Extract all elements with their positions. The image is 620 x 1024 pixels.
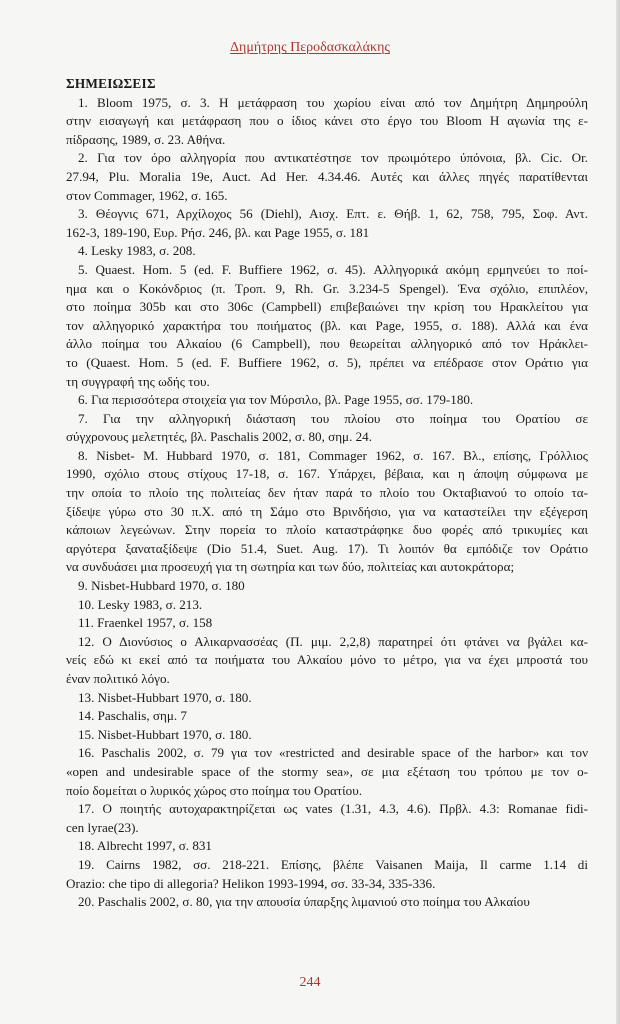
note-item (66, 689, 588, 708)
note-item (66, 149, 588, 205)
note-line: 8. Nisbet- M. Hubbard 1970, σ. 181, Commager 1962, σ. 167. Βλ., επίσης, Γρόλλιος (78, 447, 588, 463)
note-line: να συνδυάσει μια προσευχή για τη σωτηρία και των δύο, πολιτείας και αυτοκράτορα; (66, 559, 515, 575)
note-line: τη συγγραφή της ωδής του. (66, 373, 210, 389)
note-line: 2. Για τον όρο αλληγορία που αντικατέστησε τον πρωιμότερο ύπόνοια, βλ. Cic. Or. (78, 150, 588, 166)
note-item (66, 800, 588, 837)
note-item (66, 633, 588, 689)
note-item (66, 242, 588, 261)
note-line: 18. Albrecht 1997, σ. 831 (78, 838, 212, 854)
note-line: 27.94, Plu. Moralia 19e, Auct. Ad Her. 4.34.46. Αυτές και άλλες πηγές παρατίθενται (66, 168, 588, 184)
note-item (66, 410, 588, 447)
note-line: 162-3, 189-190, Ευρ. Ρήσ. 246, βλ. και Page 1955, σ. 181 (66, 224, 370, 240)
page-number: 244 (299, 975, 321, 990)
note-item (66, 744, 588, 800)
page-edge (616, 0, 620, 1024)
note-line: 16. Paschalis 2002, σ. 79 για τον «restricted and desirable space of the harbor» και τον (78, 745, 588, 761)
note-line: 15. Nisbet-Hubbart 1970, σ. 180. (78, 726, 252, 742)
note-line: 5. Quaest. Hom. 5 (ed. F. Buffiere 1962, σ. 45). Αλληγορικά ακόμη ερμηνεύει το ποί- (78, 261, 588, 277)
note-line: στον Commager, 1962, σ. 165. (66, 187, 228, 203)
note-line: έναν πολιτικό λόγο. (66, 671, 170, 686)
note-line: 6. Για περισσότερα στοιχεία για τον Μύρσιλο, βλ. Page 1955, σσ. 179-180. (78, 392, 474, 408)
note-item (66, 726, 588, 745)
section-title: ΣΗΜΕΙΩΣΕΙΣ (66, 76, 156, 91)
note-line: 7. Για την αλληγορική διάσταση του πλοίου στο ποίημα του Ορατίου σε (78, 410, 588, 426)
note-line: σύγχρονους μελετητές, βλ. Paschalis 2002, σ. 80, σημ. 24. (66, 429, 372, 445)
running-title: Δημήτρης Περοδασκαλάκης (230, 40, 390, 55)
note-item (66, 391, 588, 410)
note-line: 19. Cairns 1982, σσ. 218-221. Επίσης, βλέπε Vaisanen Maija, Il carme 1.14 di (78, 856, 588, 872)
note-line: πίδρασης, 1989, σ. 23. Αθήνα. (66, 131, 226, 147)
note-item (66, 893, 588, 912)
note-line: Orazio: che tipo di allegoria? Helikon 1993-1994, σσ. 33-34, 335-336. (66, 875, 436, 891)
note-line: 1. Bloom 1975, σ. 3. Η μετάφραση του χωρίου είναι από τον Δημήτρη Δημηρούλη (78, 94, 588, 110)
note-line: στην εισαγωγή και μετάφραση που ο ίδιος κάνει στο έργο του Bloom Η αγωνία της ε- (66, 113, 588, 129)
note-line: νείς εδώ κι εκεί από τα ποιήματα του Αλκαίου μόνο το μέτρο, για να έχει μπροστά του (66, 652, 588, 668)
note-line: 1990, σχόλιο στους στίχους 17-18, σ. 167. Υπάρχει, βέβαια, και η άποψη σύμφωνα με (66, 466, 588, 482)
note-item (66, 837, 588, 856)
note-line: 20. Paschalis 2002, σ. 80, για την απουσία ύπαρξης λιμανιού στο ποίημα του Αλκαίου (78, 894, 530, 910)
note-line: το (Quaest. Hom. 5 (ed. F. Buffiere 1962, σ. 5), πρέπει να επέδρασε στον Οράτιο για (66, 354, 588, 370)
note-item (66, 447, 588, 577)
note-line: την οποία το πλοίο της πολιτείας δεν ήταν παρά το πλοίο του Οκταβιανού το οποίο τα- (66, 485, 588, 501)
notes-list (66, 94, 588, 912)
note-line: 14. Paschalis, σημ. 7 (78, 708, 187, 724)
note-line: 4. Lesky 1983, σ. 208. (78, 243, 196, 259)
note-line: 17. Ο ποιητής αυτοχαρακτηρίζεται ως vates (1.31, 4.3, 4.6). Πρβλ. 4.3: Romanae fidi- (78, 801, 588, 817)
note-line: ξίδεψε γύρω στο 30 π.Χ. από τη Σάμο στο Βρινδήσιο, για να καταστείλει την εξέγερση (66, 503, 588, 519)
note-line: cen lyrae(23). (66, 819, 139, 835)
note-item (66, 596, 588, 615)
note-line: στο ποίημα 305b και στο 306c (Campbell) επιβεβαιώνει την κρίση του Ηρακλείτου για (66, 299, 588, 315)
note-item (66, 856, 588, 893)
note-line: ποίο δομείται ο λυρικός χώρος στο ποίημα του Ορατίου. (66, 782, 362, 798)
note-item (66, 205, 588, 242)
note-item (66, 94, 588, 150)
note-line: 10. Lesky 1983, σ. 213. (78, 596, 203, 612)
note-line: αργότερα ξαναταξίδεψε (Dio 51.4, Suet. Aug. 17). Τι λοιπόν θα εμπόδιζε τον Οράτιο (66, 540, 588, 556)
note-line: άλλο ποίημα του Αλκαίου (6 Campbell), που θεωρείται αλληγορικό από τον Ηράκλει- (66, 336, 588, 352)
note-item (66, 707, 588, 726)
note-line: ημα και ο Κοκόνδριος (π. Τροπ. 9, Rh. Gr. 3.234-5 Spengel). Ένα σχόλιο, επιπλέον, (66, 280, 588, 296)
notes-section (66, 75, 588, 912)
note-item (66, 614, 588, 633)
note-line: «open and undesirable space of the stormy sea», σε μια εξέταση του τρόπου με τον ο- (66, 763, 588, 779)
note-item (66, 261, 588, 391)
note-line: τον αλληγορικό χαρακτήρα του ποιήματος (βλ. και Page, 1955, σ. 188). Αλλά και ένα (66, 317, 588, 333)
note-line: 12. Ο Διονύσιος ο Αλικαρνασσέας (Π. μιμ. 2,2,8) παρατηρεί ότι φτάνει να βγάλει κα- (78, 633, 588, 649)
note-line: 13. Nisbet-Hubbart 1970, σ. 180. (78, 689, 252, 705)
note-line: κάποιων λεγεώνων. Στην πορεία το πλοίο καταστράφηκε δυο φορές από τρικυμίες και (66, 522, 588, 538)
note-line: 9. Nisbet-Hubbard 1970, σ. 180 (78, 578, 245, 594)
note-line: 3. Θέογνις 671, Αρχίλοχος 56 (Diehl), Αισχ. Επτ. ε. Θήβ. 1, 62, 758, 795, Σοφ. Αντ. (78, 206, 588, 222)
note-item (66, 577, 588, 596)
note-line: 11. Fraenkel 1957, σ. 158 (78, 615, 213, 631)
